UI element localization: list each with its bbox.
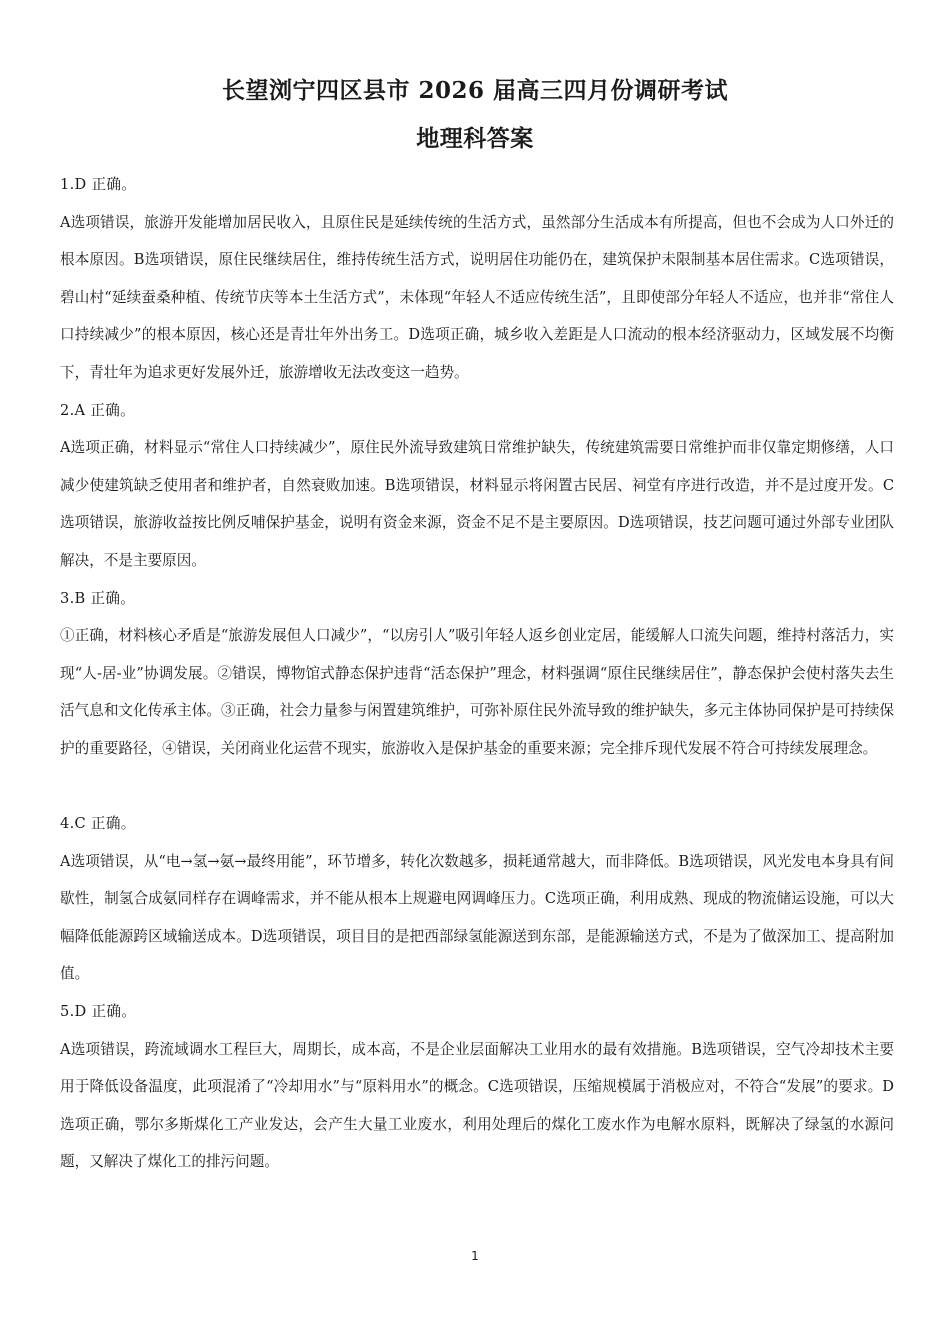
question-5-body: A选项错误，跨流域调水工程巨大，周期长，成本高，不是企业层面解决工业用水的最有效措施。B选项错误，空气冷却技术主要用于降低设备温度，此项混淆了“冷却用水”与“原料用水”的概念。C选项错误，压缩规模属于消极应对，不符合“发展”的要求。D选项正确，鄂尔多斯煤化工产业发达，会产生大量工业废水，利用处理后的煤化工废水作为电解水原料，既解决了绿氢的水源问题，又解决了煤化工的排污问题。 [60, 1040, 894, 1171]
exam-subtitle: 地理科答案 [416, 125, 534, 152]
question-3-body: ①正确，材料核心矛盾是“旅游发展但人口减少”，“以房引人”吸引年轻人返乡创业定居，能缓解人口流失问题，维持村落活力，实现“人-居-业”协调发展。②错误，博物馆式静态保护违背“活态保护”理念，材料强调“原住民继续居住”，静态保护会使村落失去生活气息和文化传承主体。③正确，社会力量参与闲置建筑维护，可弥补原住民外流导致的维护缺失，多元主体协同保护是可持续保护的重要路径，④错误，关闭商业化运营不现实，旅游收入是保护基金的重要来源；完全排斥现代发展不符合可持续发展理念。 [60, 627, 894, 757]
exam-title: 长望浏宁四区县市 2026 届高三四月份调研考试 [221, 77, 729, 104]
question-4-body: A选项错误，从“电→氢→氨→最终用能”，环节增多，转化次数越多，损耗通常越大，而非降低。B选项错误，风光发电本身具有间歇性，制氢合成氨同样存在调峰需求，并不能从根本上规避电网调峰压力。C选项正确，利用成熟、现成的物流储运设施，可以大幅降低能源跨区域输送成本。D选项错误，项目目的是把西部绿氢能源送到东部，是能源输送方式，不是为了做深加工、提高附加值。 [60, 852, 894, 983]
question-1-body: A选项错误，旅游开发能增加居民收入，且原住民是延续传统的生活方式，虽然部分生活成本有所提高，但也不会成为人口外迁的根本原因。B选项错误，原住民继续居住，维持传统生活方式，说明居住功能仍在，建筑保护未限制基本居住需求。C选项错误，碧山村“延续蚕桑种植、传统节庆等本土生活方式”，未体现“年轻人不适应传统生活”，且即使部分年轻人不适应，也并非“常住人口持续减少”的根本原因，核心还是青壮年外出务工。D选项正确，城乡收入差距是人口流动的根本经济驱动力，区域发展不均衡下，青壮年为追求更好发展外迁，旅游增收无法改变这一趋势。 [60, 213, 894, 381]
question-5-head: 5.D 正确。 [60, 1003, 137, 1021]
blank-line [60, 768, 894, 806]
question-2-body: A选项正确，材料显示“常住人口持续减少”，原住民外流导致建筑日常维护缺失，传统建筑需要日常维护而非仅靠定期修缮，人口减少使建筑缺乏使用者和维护者，自然衰败加速。B选项错误，材料显示将闲置古民居、祠堂有序进行改造，并不是过度开发。C选项错误，旅游收益按比例反哺保护基金，说明有资金来源，资金不足不是主要原因。D选项错误，技艺问题可通过外部专业团队解决，不是主要原因。 [60, 439, 894, 569]
question-4-head: 4.C 正确。 [60, 815, 136, 833]
question-2-head: 2.A 正确。 [60, 401, 135, 419]
answer-content [60, 166, 894, 1181]
question-3-head: 3.B 正确。 [60, 589, 136, 607]
question-1-head: 1.D 正确。 [60, 176, 137, 193]
page-number: 1 [471, 1249, 479, 1263]
